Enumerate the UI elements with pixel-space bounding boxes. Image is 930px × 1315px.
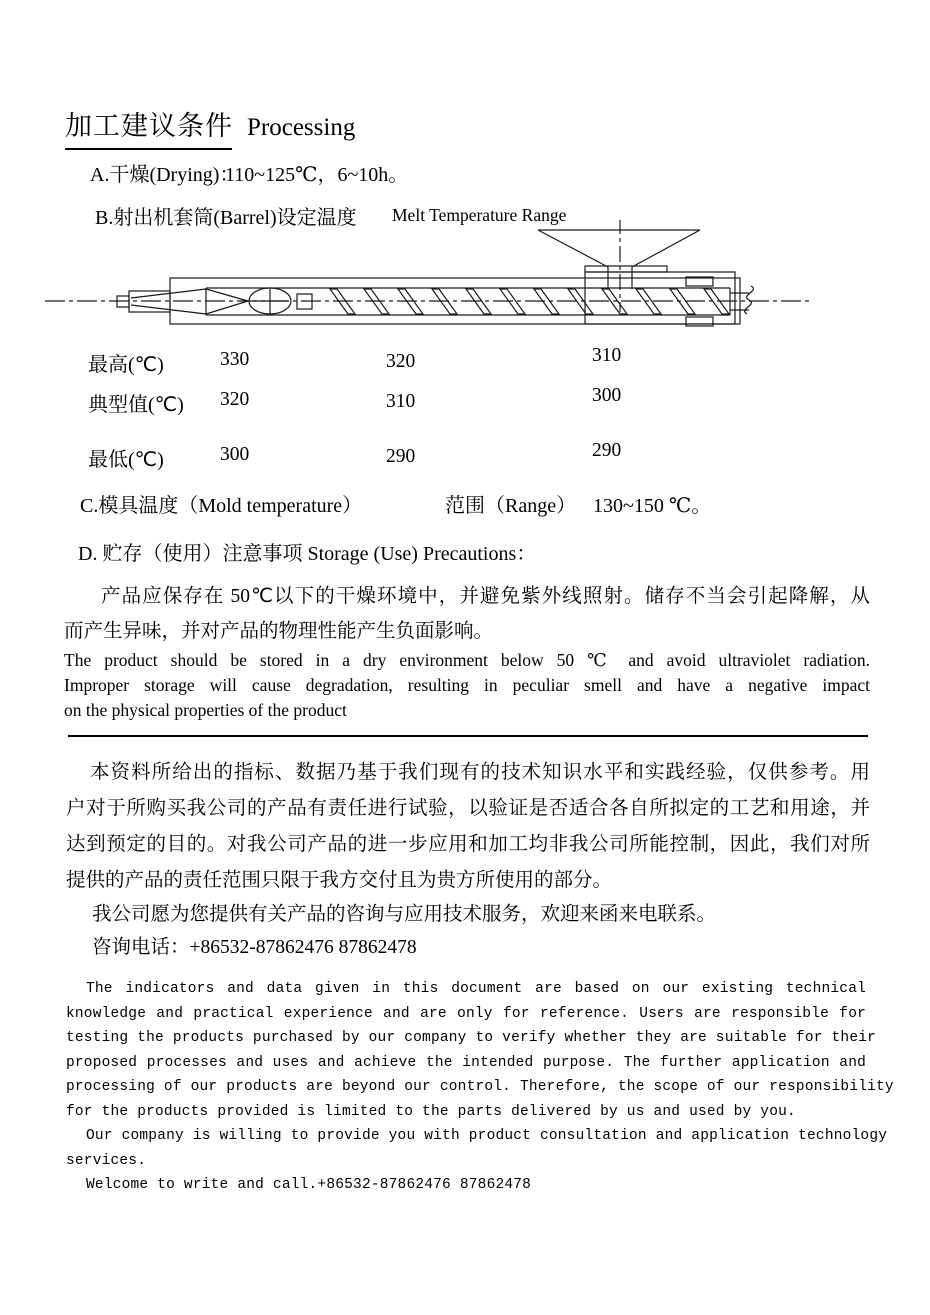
section-c-range-label: 范围（Range） — [445, 495, 577, 517]
temp-table-row — [0, 385, 930, 418]
disclaimer-cn-line: 户对于所购买我公司的产品有责任进行试验，以验证是否适合各自所拟定的工艺和用途，并 — [66, 798, 870, 819]
phone-line: 咨询电话：+86532-87862476 87862478 — [92, 937, 417, 958]
row-label: 典型值(℃) — [88, 394, 184, 416]
page-title — [65, 104, 355, 143]
storage-cn-line: 产品应保存在 50℃以下的干燥环境中，并避免紫外线照射。储存不当会引起降解，从 — [101, 586, 870, 607]
temp-table-row — [0, 440, 930, 473]
section-c-label: C.模具温度（Mold temperature） — [80, 495, 363, 517]
temp-value: 310 — [386, 391, 416, 412]
temp-value: 320 — [386, 351, 416, 372]
section-d-label: D. 贮存（使用）注意事项 Storage (Use) Precautions： — [78, 543, 537, 565]
screw-shaft-break — [730, 286, 753, 314]
company-line: Our company is willing to provide you with product consultation and application technology — [86, 1128, 888, 1144]
disclaimer-en-line: testing the products purchased by our company to verify whether they are suitable for their — [66, 1030, 877, 1046]
temp-value: 330 — [220, 349, 250, 370]
temp-value: 290 — [386, 446, 416, 467]
storage-en-line: The product should be stored in a dry environment below 50 ℃ and avoid ultraviolet radiation. — [64, 650, 870, 670]
storage-en-line: on the physical properties of the product — [64, 700, 347, 720]
section-a-label: A.干燥(Drying)： — [90, 164, 240, 186]
service-line: 我公司愿为您提供有关产品的咨询与应用技术服务，欢迎来函来电联系。 — [92, 904, 717, 925]
barrel-diagram — [0, 220, 930, 365]
storage-cn-line: 而产生异味，并对产品的物理性能产生负面影响。 — [64, 621, 494, 642]
row-label: 最高(℃) — [88, 354, 164, 376]
centerline — [45, 220, 812, 312]
title-underline — [65, 148, 232, 150]
row-label: 最低(℃) — [88, 449, 164, 471]
welcome-line: Welcome to write and call.+86532-87862476 87862478 — [86, 1177, 532, 1193]
section-c-range-value: 130~150 ℃。 — [593, 495, 712, 517]
page-title-en: Processing — [247, 114, 356, 141]
hopper — [538, 230, 700, 289]
temp-table-row — [0, 345, 930, 378]
page-title-cn: 加工建议条件 — [65, 111, 233, 141]
section-a-value: 110~125℃，6~10h。 — [225, 164, 409, 186]
disclaimer-en-line: proposed processes and uses and achieve the intended purpose. The further application and — [66, 1055, 866, 1071]
disclaimer-cn-line: 提供的产品的责任范围只限于我方交付且为贵方所使用的部分。 — [66, 870, 613, 891]
temp-value: 310 — [592, 345, 622, 366]
temp-value: 300 — [592, 385, 622, 406]
disclaimer-cn-line: 本资料所给出的指标、数据乃基于我们现有的技术知识水平和实践经验，仅供参考。用 — [90, 762, 870, 783]
temp-value: 300 — [220, 444, 250, 465]
disclaimer-en-line: knowledge and practical experience and are only for reference. Users are responsible for — [66, 1006, 866, 1022]
temp-value: 320 — [220, 389, 250, 410]
company-line: services. — [66, 1153, 147, 1169]
disclaimer-en-line: for the products provided is limited to the parts delivered by us and used by you. — [66, 1104, 796, 1120]
temp-value: 290 — [592, 440, 622, 461]
section-divider — [68, 735, 868, 737]
section-b-subtitle: Melt Temperature Range — [392, 205, 567, 225]
storage-en-line: Improper storage will cause degradation, resulting in peculiar smell and have a negative impact — [64, 675, 870, 695]
disclaimer-cn-line: 达到预定的目的。对我公司产品的进一步应用和加工均非我公司所能控制，因此，我们对所 — [66, 834, 870, 855]
disclaimer-en-line: The indicators and data given in this document are based on our existing technical — [86, 981, 866, 997]
section-b-label: B.射出机套筒(Barrel)设定温度 — [95, 207, 357, 229]
disclaimer-en-line: processing of our products are beyond our control. Therefore, the scope of our responsibility — [66, 1079, 894, 1095]
